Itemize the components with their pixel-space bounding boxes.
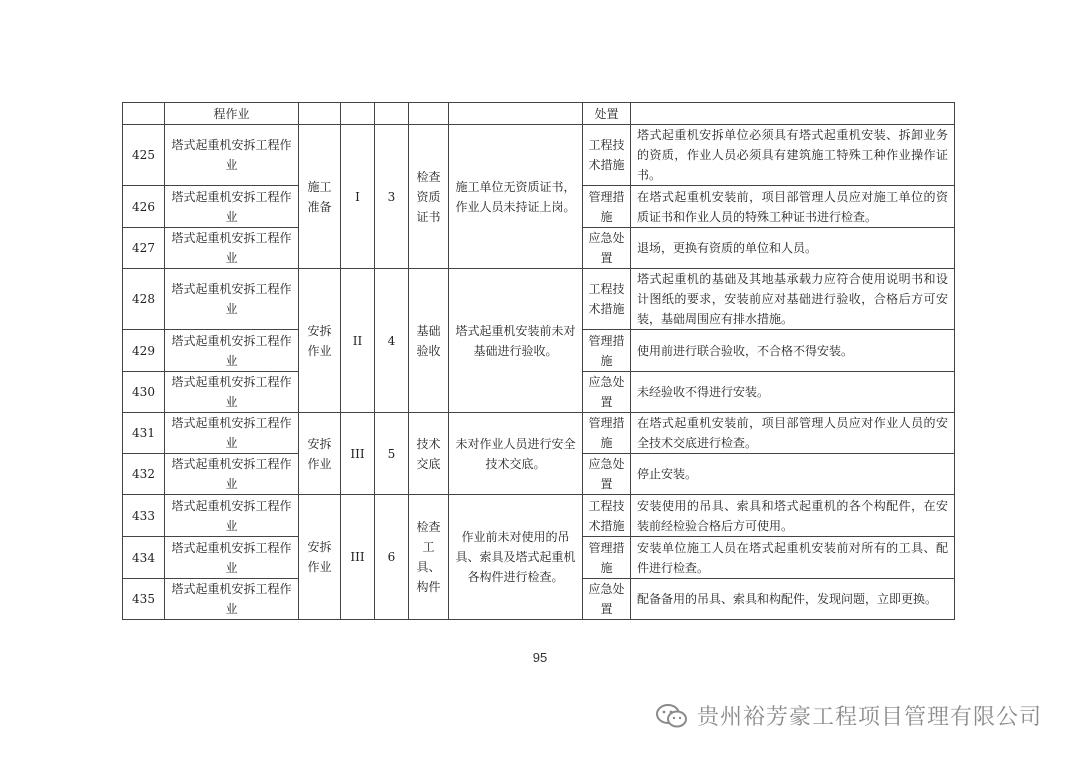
measure-type-cell: 工程技术措施 <box>583 269 631 330</box>
measure-cell: 塔式起重机安拆单位必须具有塔式起重机安装、拆卸业务的资质，作业人员必须具有建筑施工特殊工种作业操作证书。 <box>631 125 955 186</box>
category-cell: 塔式起重机安拆工程作业 <box>165 454 299 495</box>
row-number-cell: 433 <box>123 495 165 537</box>
row-number-cell: 432 <box>123 454 165 495</box>
measure-type-cell: 工程技术措施 <box>583 495 631 537</box>
measure-type-cell: 应急处置 <box>583 228 631 269</box>
wechat-icon <box>655 702 689 730</box>
measure-type-cell: 处置 <box>583 103 631 125</box>
category-cell: 塔式起重机安拆工程作业 <box>165 413 299 454</box>
watermark-text: 贵州裕芳豪工程项目管理有限公司 <box>696 705 1042 730</box>
check-item-cell: 检查工具、构件 <box>409 495 449 620</box>
category-cell: 塔式起重机安拆工程作业 <box>165 186 299 228</box>
measure-cell: 配备备用的吊具、索具和构配件，发现问题，立即更换。 <box>631 579 955 620</box>
stage-cell: 施工准备 <box>299 125 341 269</box>
row-number-cell: 435 <box>123 579 165 620</box>
category-cell: 塔式起重机安拆工程作业 <box>165 579 299 620</box>
check-item-cell: 基础验收 <box>409 269 449 413</box>
measure-cell <box>631 103 955 125</box>
risk-level-cell: III <box>341 495 375 620</box>
table-row <box>123 495 955 537</box>
measure-type-cell: 应急处置 <box>583 579 631 620</box>
row-number-cell: 431 <box>123 413 165 454</box>
table-row <box>123 103 955 125</box>
stage-cell: 安拆作业 <box>299 269 341 413</box>
row-number-cell: 430 <box>123 372 165 413</box>
category-cell: 程作业 <box>165 103 299 125</box>
check-item-cell: 技术交底 <box>409 413 449 495</box>
stage-cell: 安拆作业 <box>299 495 341 620</box>
category-cell: 塔式起重机安拆工程作业 <box>165 372 299 413</box>
category-cell: 塔式起重机安拆工程作业 <box>165 537 299 579</box>
measure-cell: 使用前进行联合验收，不合格不得安装。 <box>631 330 955 372</box>
table-row <box>123 125 955 186</box>
table-row <box>123 413 955 454</box>
measure-type-cell: 管理措施 <box>583 330 631 372</box>
row-number-cell: 428 <box>123 269 165 330</box>
measure-cell: 安装使用的吊具、索具和塔式起重机的各个构配件，在安装前经检验合格后方可使用。 <box>631 495 955 537</box>
row-number-cell: 425 <box>123 125 165 186</box>
measure-cell: 塔式起重机的基础及其地基承载力应符合使用说明书和设计图纸的要求，安装前应对基础进行验收，合格后方可安装，基础周围应有排水措施。 <box>631 269 955 330</box>
measure-cell: 退场，更换有资质的单位和人员。 <box>631 228 955 269</box>
sequence-cell: 5 <box>375 413 409 495</box>
category-cell: 塔式起重机安拆工程作业 <box>165 228 299 269</box>
row-number-cell: 427 <box>123 228 165 269</box>
page-number: 95 <box>532 650 548 665</box>
measure-cell: 停止安装。 <box>631 454 955 495</box>
check-item-cell: 检查资质证书 <box>409 125 449 269</box>
measure-type-cell: 应急处置 <box>583 372 631 413</box>
measure-cell: 安装单位施工人员在塔式起重机安装前对所有的工具、配件进行检查。 <box>631 537 955 579</box>
row-number-cell: 429 <box>123 330 165 372</box>
risk-level-cell: I <box>341 125 375 269</box>
row-number-cell: 426 <box>123 186 165 228</box>
row-number-cell <box>123 103 165 125</box>
watermark <box>655 700 1042 731</box>
measure-cell: 在塔式起重机安装前，项目部管理人员应对施工单位的资质证书和作业人员的特殊工种证书进行检查。 <box>631 186 955 228</box>
hazard-cell: 未对作业人员进行安全技术交底。 <box>449 413 583 495</box>
row-number-cell: 434 <box>123 537 165 579</box>
measure-type-cell: 管理措施 <box>583 413 631 454</box>
category-cell: 塔式起重机安拆工程作业 <box>165 330 299 372</box>
measure-cell: 在塔式起重机安装前，项目部管理人员应对作业人员的安全技术交底进行检查。 <box>631 413 955 454</box>
measure-type-cell: 管理措施 <box>583 537 631 579</box>
risk-level-cell: II <box>341 269 375 413</box>
measure-type-cell: 应急处置 <box>583 454 631 495</box>
risk-table <box>122 102 955 620</box>
measure-type-cell: 工程技术措施 <box>583 125 631 186</box>
hazard-cell: 作业前未对使用的吊具、索具及塔式起重机各构件进行检查。 <box>449 495 583 620</box>
category-cell: 塔式起重机安拆工程作业 <box>165 269 299 330</box>
hazard-cell: 塔式起重机安装前未对基础进行验收。 <box>449 269 583 413</box>
hazard-cell: 施工单位无资质证书，作业人员未持证上岗。 <box>449 125 583 269</box>
table-row <box>123 269 955 330</box>
stage-cell: 安拆作业 <box>299 413 341 495</box>
measure-cell: 未经验收不得进行安装。 <box>631 372 955 413</box>
sequence-cell: 4 <box>375 269 409 413</box>
risk-level-cell: III <box>341 413 375 495</box>
measure-type-cell: 管理措施 <box>583 186 631 228</box>
sequence-cell: 6 <box>375 495 409 620</box>
category-cell: 塔式起重机安拆工程作业 <box>165 125 299 186</box>
sequence-cell: 3 <box>375 125 409 269</box>
category-cell: 塔式起重机安拆工程作业 <box>165 495 299 537</box>
